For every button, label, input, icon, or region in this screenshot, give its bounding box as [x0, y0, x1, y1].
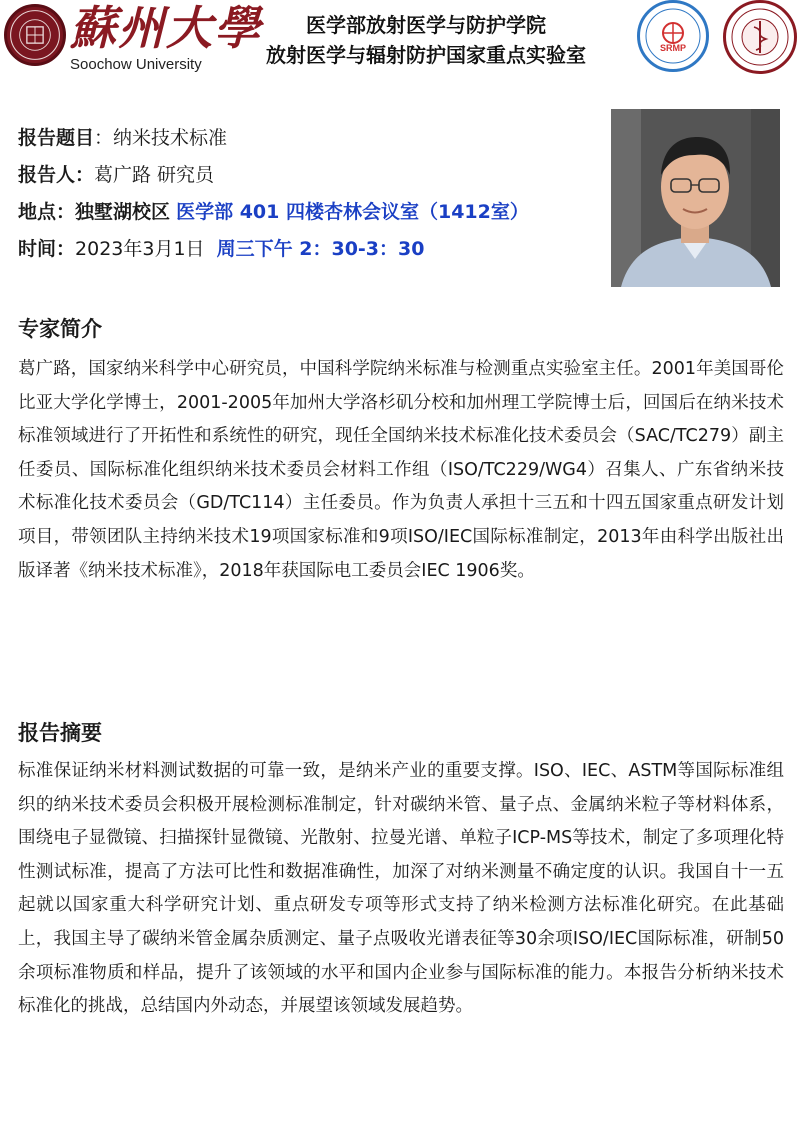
abstract-section-title: 报告摘要 [18, 721, 102, 745]
university-seal-logo [4, 4, 66, 66]
speaker-label: 报告人： [18, 164, 95, 186]
page-header [0, 0, 799, 80]
bio-section-title: 专家简介 [18, 317, 102, 341]
speaker-photo [611, 109, 780, 287]
topic-row [18, 120, 608, 157]
medical-school-logo [723, 0, 797, 74]
srmp-logo-text: SRMP [659, 43, 687, 53]
time-slot: 周三下午 2：30-3：30 [216, 238, 425, 260]
institution-title-line2: 放射医学与辐射防护国家重点实验室 [266, 43, 586, 67]
srmp-logo [637, 0, 709, 72]
location-room: 医学部 401 四楼杏林会议室（1412室） [176, 201, 529, 223]
location-campus: 独墅湖校区 [75, 201, 171, 223]
speaker-value: 葛广路 研究员 [94, 164, 215, 186]
talk-info [18, 120, 608, 268]
time-label: 时间： [18, 238, 76, 260]
bio-paragraph: 葛广路，国家纳米科学中心研究员，中国科学院纳米标准与检测重点实验室主任。2001年美国哥伦比亚大学化学博士，2001-2005年加州大学洛杉矶分校和加州理工学院博士后，回国后在纳米技术标准领域进行了开拓性和系统性的研究，现任全国纳米技术标准化技术委员会（SAC/TC279）副主任委员、国际标准化组织纳米技术委员会材料工作组（ISO/TC229/WG4）召集人、广东省纳米技术标准化技术委员会（GD/TC114）主任委员。作为负责人承担十三五和十四五国家重点研发计划项目，带领团队主持纳米技术19项国家标准和9项ISO/IEC国际标准制定，2013年由科学出版社出版译著《纳米技术标准》，2018年获国际电工委员会IEC 1906奖。 [18, 359, 784, 581]
time-date: 2023年3月1日 [75, 238, 205, 260]
speaker-row [18, 157, 608, 194]
university-name-en: Soochow University [70, 56, 202, 73]
university-name-cn: 蘇州大學 [70, 1, 262, 55]
topic-value: 纳米技术标准 [113, 127, 228, 149]
topic-separator: ： [94, 127, 114, 149]
location-row [18, 194, 608, 231]
time-row [18, 231, 608, 268]
institution-title-line1: 医学部放射医学与防护学院 [306, 13, 546, 37]
location-label: 地点： [18, 201, 76, 223]
institution-title [226, 10, 626, 70]
abstract-paragraph: 标准保证纳米材料测试数据的可靠一致，是纳米产业的重要支撑。ISO、IEC、ASTM等国际标准组织的纳米技术委员会积极开展检测标准制定，针对碳纳米管、量子点、金属纳米粒子等材料体系，围绕电子显微镜、扫描探针显微镜、光散射、拉曼光谱、单粒子ICP-MS等技术，制定了多项理化特性测试标准，提高了方法可比性和数据准确性，加深了对纳米测量不确定度的认识。我国自十一五起就以国家重大科学研究计划、重点研发专项等形式支持了纳米检测方法标准化研究。在此基础上，我国主导了碳纳米管金属杂质测定、量子点吸收光谱表征等30余项ISO/IEC国际标准，研制50余项标准物质和样品，提升了该领域的水平和国内企业参与国际标准的能力。本报告分析纳米技术标准化的挑战，总结国内外动态，并展望该领域发展趋势。 [18, 761, 784, 1017]
topic-label: 报告题目 [18, 127, 95, 149]
